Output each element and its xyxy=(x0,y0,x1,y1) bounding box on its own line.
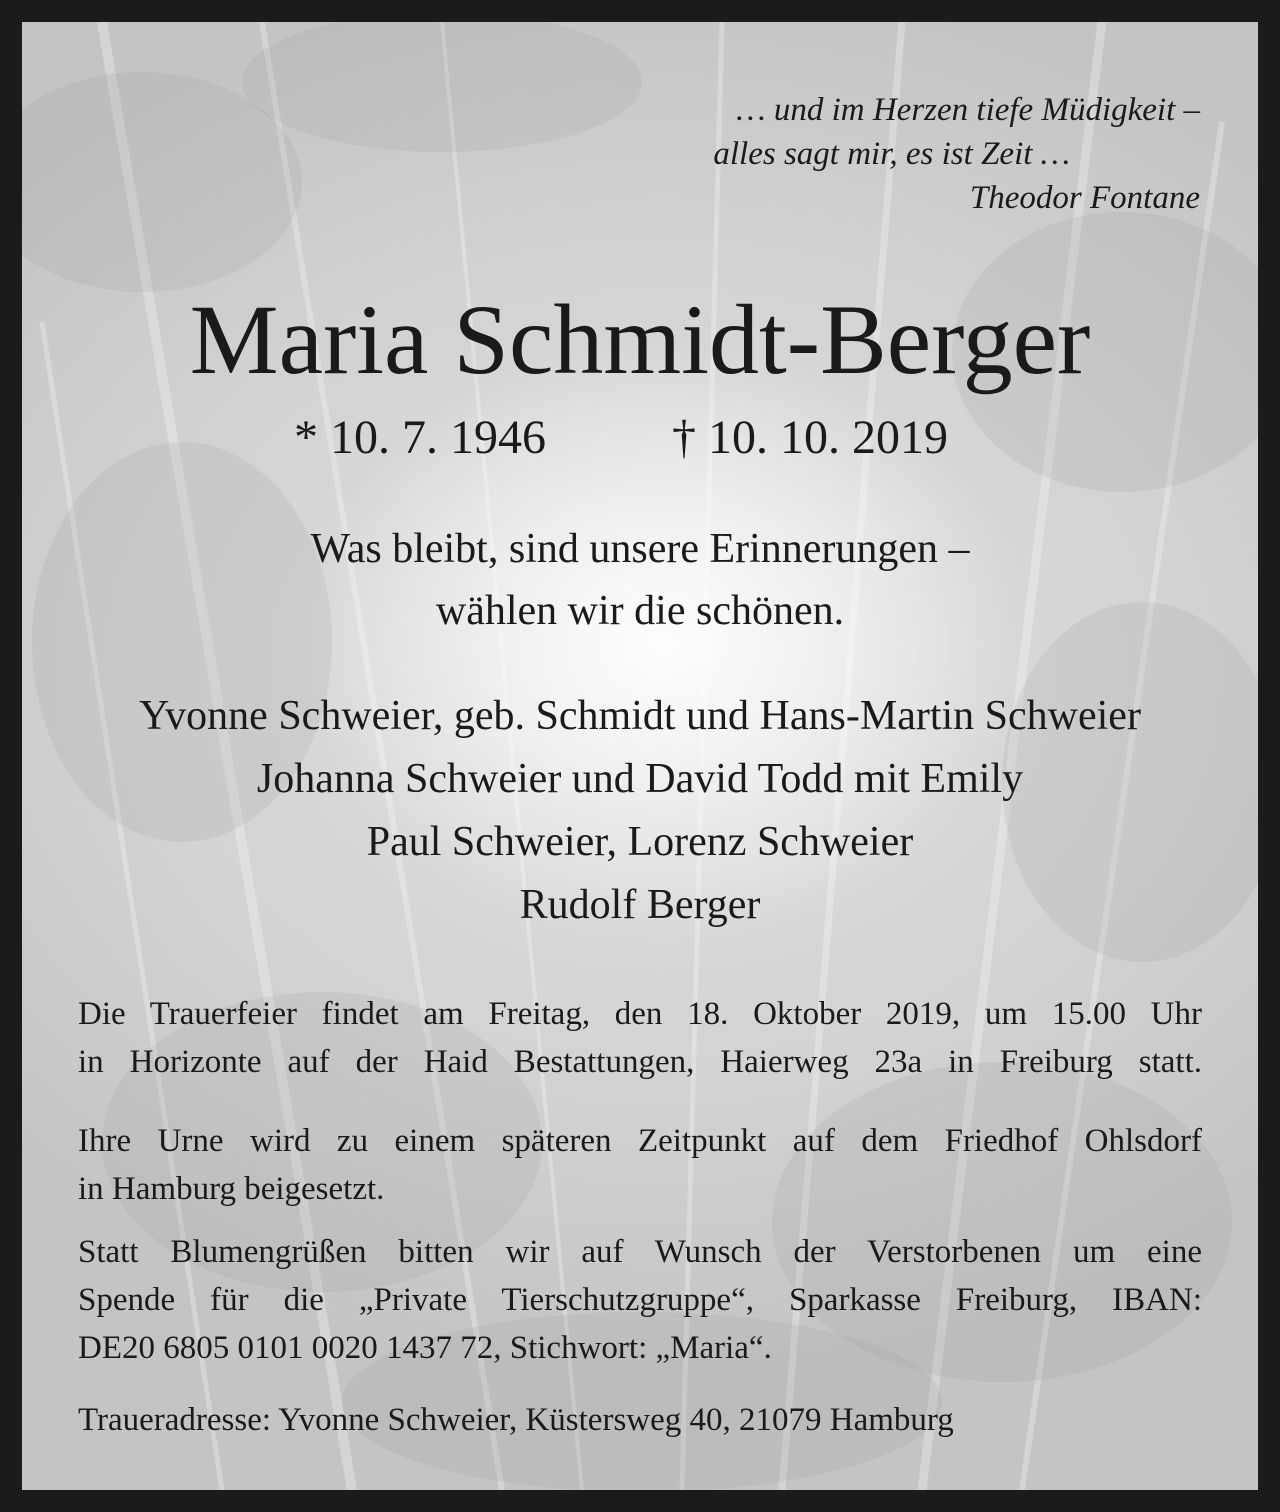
deceased-name: Maria Schmidt-Berger xyxy=(189,284,1091,395)
mourner-line: Rudolf Berger xyxy=(519,882,761,928)
forest-background-panel xyxy=(22,22,1258,1490)
quote-line-2: alles sagt mir, es ist Zeit … xyxy=(713,136,1070,172)
urn-line-2: in Hamburg beigesetzt. xyxy=(78,1171,385,1207)
mourner-line: Yvonne Schweier, geb. Schmidt und Hans-Martin Schweier xyxy=(139,693,1141,739)
motto-line-1: Was bleibt, sind unsere Erinnerungen – xyxy=(310,526,970,572)
service-line-2: in Horizonte auf der Haid Bestattungen, Haierweg 23a in Freiburg statt. xyxy=(78,1044,1202,1080)
quote-author: Theodor Fontane xyxy=(969,180,1200,216)
mourners-list xyxy=(22,685,1258,937)
motto-line-2: wählen wir die schönen. xyxy=(435,588,845,634)
donation-line-2: Spende für die „Private Tierschutzgruppe“, Sparkasse Freiburg, IBAN: xyxy=(78,1282,1202,1318)
mourner-line: Johanna Schweier und David Todd mit Emily xyxy=(256,756,1024,802)
donation-info xyxy=(78,1228,1202,1372)
motto xyxy=(22,518,1258,642)
urn-line-1: Ihre Urne wird zu einem späteren Zeitpunkt auf dem Friedhof Ohlsdorf xyxy=(78,1123,1202,1159)
urn-info xyxy=(78,1117,1202,1213)
donation-line-3: DE20 6805 0101 0020 1437 72, Stichwort: „Maria“. xyxy=(78,1330,772,1366)
birth-date: * 10. 7. 1946 xyxy=(294,411,546,464)
mourning-address: Traueradresse: Yvonne Schweier, Küstersweg 40, 21079 Hamburg xyxy=(78,1402,954,1438)
death-date: † 10. 10. 2019 xyxy=(672,411,948,464)
quote-line-1: … und im Herzen tiefe Müdigkeit – xyxy=(736,92,1200,128)
service-info xyxy=(78,990,1202,1086)
donation-line-1: Statt Blumengrüßen bitten wir auf Wunsch der Verstorbenen um eine xyxy=(78,1234,1202,1270)
mourner-line: Paul Schweier, Lorenz Schweier xyxy=(366,819,914,865)
service-line-1: Die Trauerfeier findet am Freitag, den 18. Oktober 2019, um 15.00 Uhr xyxy=(78,996,1202,1032)
